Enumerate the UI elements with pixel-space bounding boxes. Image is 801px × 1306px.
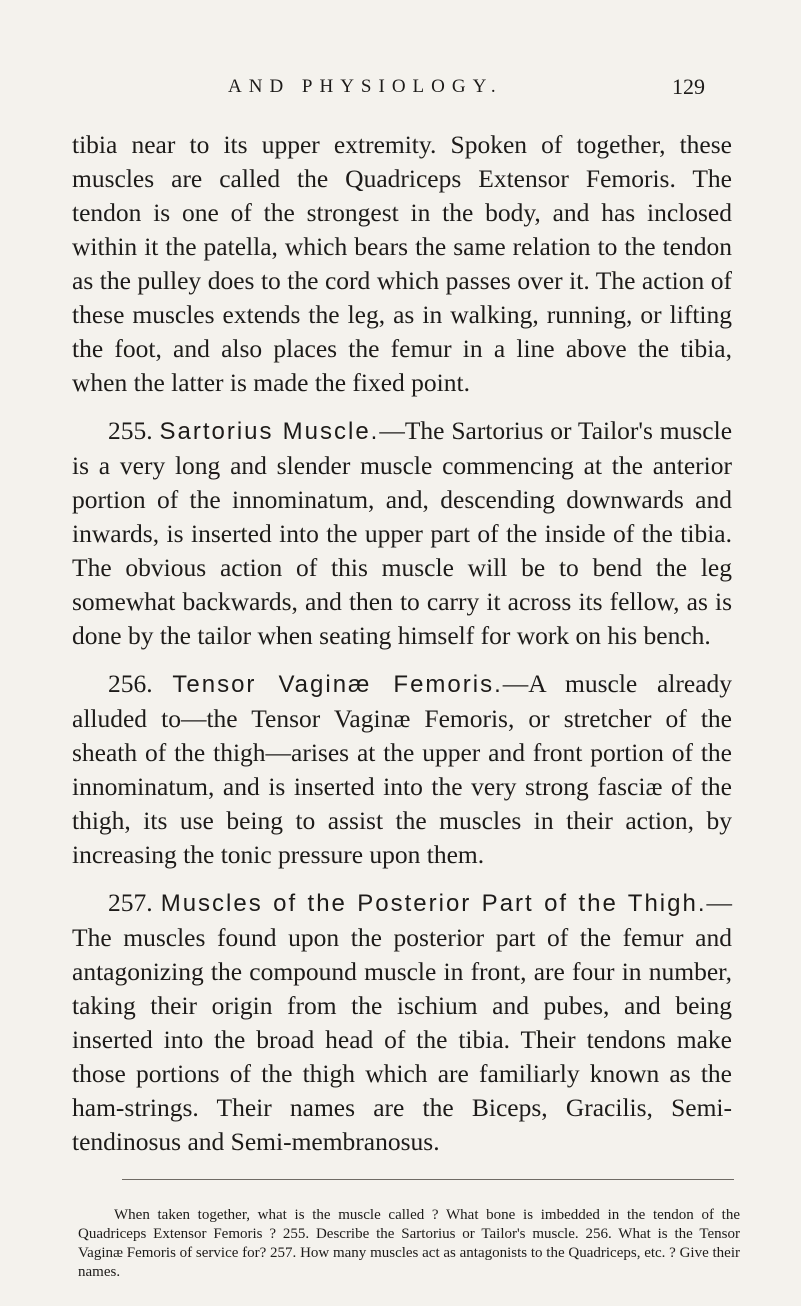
section-257 — [72, 886, 732, 1159]
page-number: 129 — [672, 74, 705, 99]
footnote-divider — [122, 1179, 734, 1180]
section-heading: Tensor Vaginæ Femoris. — [172, 671, 503, 698]
running-title: AND PHYSIOLOGY. — [228, 76, 503, 97]
section-text: —A muscle already alluded to—the Tensor Vaginæ Femoris, or stretcher of the sheath of the thigh—arises at the upper and front portion of the innominatum, and is inserted into the very strong fasciæ of the thigh, its use being to assist the muscles in their action, by increasing the tonic pressure upon them. — [72, 669, 733, 869]
footnote-questions: When taken together, what is the muscle called ? What bone is imbedded in the tendon of the Quadriceps Extensor Femoris ? 255. Describe the Sartorius or Tailor's muscle. 256. What is the Tensor Vaginæ Femoris of service for? 257. How many muscles act as antagonists to the Quadriceps, etc. ? Give their names. — [78, 1207, 740, 1280]
running-head — [0, 76, 801, 106]
section-text: — The muscles found upon the posterior part of the femur and antagonizing the compound muscle in front, are four in number, taking their origin from the ischium and pubes, and being inserted into the broad head of the tibia. Their tendons make those portions of the thigh which are familiarly known as the ham-strings. Their names are the Biceps, Gracilis, Semi-tendinosus and Semi-membranosus. — [72, 888, 732, 1156]
body-text — [72, 128, 732, 1159]
section-text: —The Sartorius or Tailor's muscle is a very long and slender muscle commencing at the anterior portion of the innominatum, and, descending downwards and inwards, is inserted into the upper part of the inside of the tibia. The obvious action of this muscle will be to bend the leg somewhat backwards, and then to carry it across its fellow, as is done by the tailor when seating himself for work on his bench. — [72, 416, 733, 650]
section-256 — [72, 667, 732, 872]
section-number: 256. — [108, 669, 153, 698]
section-number: 255. — [108, 416, 153, 445]
paragraph-text: tibia near to its upper extremity. Spoken of together, these muscles are called the Quadriceps Extensor Femoris. The tendon is one of the strongest in the body, and has inclosed within it the patella, which bears the same relation to the tendon as the pulley does to the cord which passes over it. The action of these muscles extends the leg, as in walking, running, or lifting the foot, and also places the femur in a line above the tibia, when the latter is made the fixed point. — [72, 130, 732, 397]
section-255 — [72, 414, 732, 653]
paragraph-continuation — [72, 128, 732, 400]
section-heading: Sartorius Muscle. — [159, 418, 380, 445]
section-heading: Muscles of the Posterior Part of the Thigh. — [160, 890, 707, 917]
section-number: 257. — [108, 888, 153, 917]
